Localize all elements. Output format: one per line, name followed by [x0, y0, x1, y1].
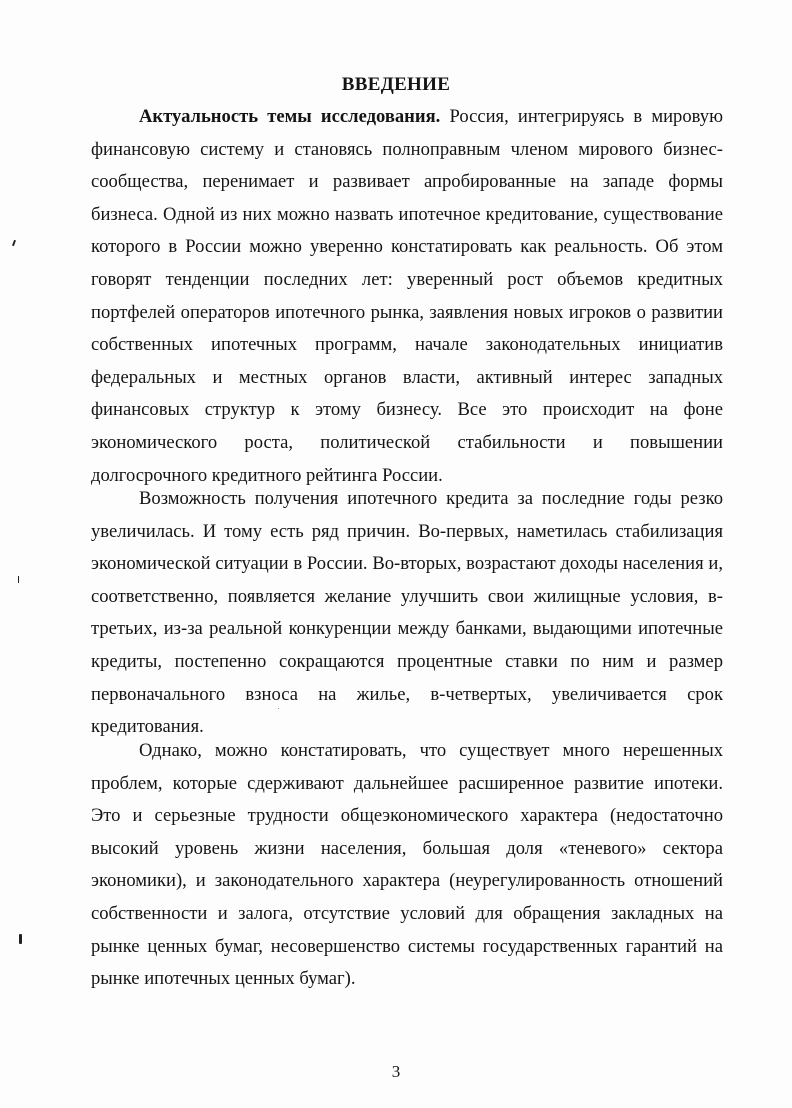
paragraph-body: Россия, интегрируясь в мировую финансовую систему и становясь полноправным членом мирового бизнес-сообщества, перенимает и развивает апробированные на западе формы бизнеса. Одной из них можно назвать ипотечное кредитование, существование которого в России можно уверенно констатировать как реальность. Об этом говорят тенденции последних лет: уверенный рост объемов кредитных портфелей операторов ипотечного рынка, заявления новых игроков о развитии собственных ипотечных программ, начале законодательных инициатив федеральных и местных органов власти, активный интерес западных финансовых структур к этому бизнесу. Все это происходит на фоне экономического роста, политической стабильности и повышении долгосрочного кредитного рейтинга России. [91, 106, 723, 486]
page-heading: ВВЕДЕНИЕ [341, 74, 451, 95]
paragraph-text: Возможность получения ипотечного кредита за последние годы резко увеличилась. И тому есть ряд причин. Во-первых, наметилась стабилизация экономической ситуации в России. Во-вторых, возрастают доходы населения и, соответственно, появляется желание улучшить свои жилищные условия, в-третьих, из-за реальной конкуренции между банками, выдающими ипотечные кредиты, постепенно сокращаются процентные ставки по ним и размер первоначального взноса на жилье, в-четвертых, увеличивается срок кредитования. [91, 488, 723, 738]
scan-artifact [278, 708, 279, 709]
scan-artifact [19, 934, 22, 944]
page-number: 3 [391, 1062, 401, 1081]
scan-artifact [18, 576, 19, 583]
paragraph-problems [91, 735, 723, 996]
scan-artifact [12, 240, 16, 246]
paragraph-lead: Актуальность темы исследования. [139, 106, 441, 127]
paragraph-reasons [91, 483, 723, 744]
paragraph-text [91, 101, 723, 492]
paragraph-relevance [91, 101, 723, 492]
paragraph-text: Однако, можно констатировать, что существует много нерешенных проблем, которые сдерживают дальнейшее расширенное развитие ипотеки. Это и серьезные трудности общеэкономического характера (недостаточно высокий уровень жизни населения, большая доля «теневого» сектора экономики), и законодательного характера (неурегулированность отношений собственности и залога, отсутствие условий для обращения закладных на рынке ценных бумаг, несовершенство системы государственных гарантий на рынке ипотечных ценных бумаг). [91, 740, 723, 990]
